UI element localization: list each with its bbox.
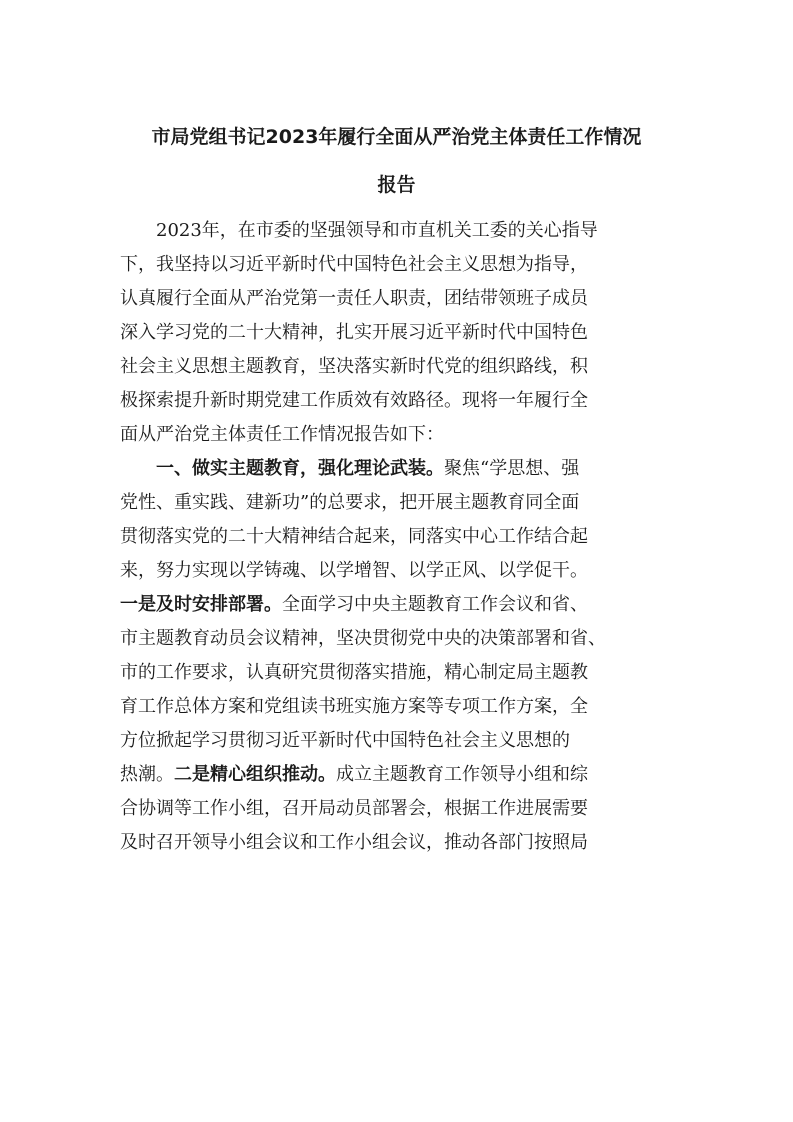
section-1-line: 来，努力实现以学铸魂、以学增智、以学正风、以学促干。	[120, 560, 588, 581]
section-1-line: 合协调等工作小组，召开局动员部署会，根据工作进展需要	[120, 798, 588, 819]
subsection-1-end-text: 热潮。	[120, 764, 174, 785]
subsection-2-heading: 二是精心组织推动。	[174, 764, 336, 785]
section-1-text: 聚焦“学思想、强	[444, 458, 580, 479]
section-1-line	[120, 588, 680, 622]
section-1-line: 育工作总体方案和党组读书班实施方案等专项工作方案，全	[120, 696, 588, 717]
section-1-line	[120, 758, 680, 792]
subsection-1-text: 全面学习中央主题教育工作会议和省、	[282, 594, 588, 615]
section-1-line	[120, 452, 680, 486]
document-title-line-1: 市局党组书记2023年履行全面从严治党主体责任工作情况	[151, 126, 642, 148]
intro-line: 2023年，在市委的坚强领导和市直机关工委的关心指导	[156, 220, 598, 241]
intro-line: 认真履行全面从严治党第一责任人职责，团结带领班子成员	[120, 288, 588, 309]
subsection-1-heading: 一是及时安排部署。	[120, 594, 282, 615]
intro-line: 深入学习党的二十大精神，扎实开展习近平新时代中国特色	[120, 322, 588, 343]
document-body	[120, 214, 680, 860]
section-1-line: 党性、重实践、建新功”的总要求，把开展主题教育同全面	[120, 492, 580, 513]
document-title-line-2: 报告	[377, 174, 416, 196]
intro-line: 极探索提升新时期党建工作质效有效路径。现将一年履行全	[120, 390, 588, 411]
section-1-heading: 一、做实主题教育，强化理论武装。	[156, 458, 444, 479]
section-1-line: 贯彻落实党的二十大精神结合起来，同落实中心工作结合起	[120, 526, 588, 547]
section-1-line: 市主题教育动员会议精神，坚决贯彻党中央的决策部署和省、	[120, 628, 606, 649]
intro-line: 面从严治党主体责任工作情况报告如下：	[120, 424, 444, 445]
subsection-2-text: 成立主题教育工作领导小组和综	[336, 764, 588, 785]
section-1-line: 及时召开领导小组会议和工作小组会议，推动各部门按照局	[120, 832, 588, 853]
intro-line: 社会主义思想主题教育，坚决落实新时代党的组织路线，积	[120, 356, 588, 377]
intro-line: 下，我坚持以习近平新时代中国特色社会主义思想为指导，	[120, 254, 588, 275]
section-1-line: 方位掀起学习贯彻习近平新时代中国特色社会主义思想的	[120, 730, 570, 751]
section-1-line: 市的工作要求，认真研究贯彻落实措施，精心制定局主题教	[120, 662, 588, 683]
